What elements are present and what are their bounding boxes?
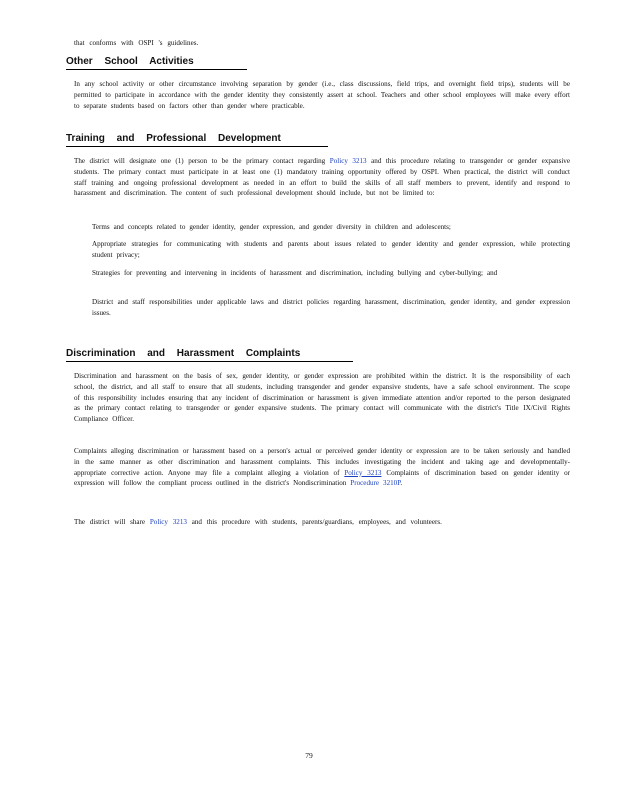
- policy-3213-link[interactable]: Policy 3213: [149, 518, 187, 526]
- training-text-rest: and this procedure relating to transgender or gender expansive students. The primary contact must participate in at least one (1) mandatory training opportunity offered by OSPI. When practical, the district will conduct staff training and ongoing professional development as needed in an effort to build the skills of all staff members to prevent, identify and respond to harassment and discrimination. The content of such professional development should include, but not be limited to:: [74, 157, 570, 198]
- activities-paragraph: In any school activity or other circumstance involving separation by gender (i.e., class discussions, field trips, and overnight field trips), students will be permitted to participate in accordance with the gender identity they consistently assert at school. Teachers and other school employees will make every effort to separate students based on factors other than gender where practicable.: [74, 80, 570, 110]
- list-item: [74, 239, 570, 263]
- complaints-text-middle: Complaints of discrimination based on gender identity or expression will follow the compliant process outlined in the district's Nondiscrimination: [74, 468, 570, 488]
- bullet-text: District and staff responsibilities under applicable laws and district policies regarding harassment, discrimination, gender identity, and gender expression issues.: [92, 298, 570, 317]
- policy-3213-link[interactable]: Policy 3213: [329, 157, 367, 165]
- page-number: 79: [305, 751, 313, 760]
- heading-other-school-activities: Other School Activities: [66, 56, 247, 70]
- training-text-start: The district will designate one (1) person to be the primary contact regarding: [74, 157, 326, 165]
- intro-line: that conforms with OSPI 's guidelines.: [74, 39, 199, 47]
- share-text-rest: and this procedure with students, parents/guardians, employees, and volunteers.: [191, 518, 442, 526]
- complaints-text-start: Complaints alleging discrimination or harassment based on a person's actual or perceived gender identity or expression are to be taken seriously and handled in the same manner as other discrimination and harassment complaints. This includes investigating the incident and taking age and developmentally-appropriate corrective action. Anyone may file a complaint alleging a violation of: [74, 447, 570, 477]
- heading-discrimination-harassment-complaints: Discrimination and Harassment Complaints: [66, 348, 353, 362]
- heading-training-professional-development: Training and Professional Development: [66, 133, 328, 147]
- complaints-text-end: .: [400, 479, 403, 488]
- bullet-text: Appropriate strategies for communicating with students and parents about issues related to gender identity and gender expression, while protecting student privacy;: [92, 240, 570, 259]
- bullet-text: Strategies for preventing and intervening in incidents of harassment and discrimination, including bullying and cyber-bullying; and: [92, 269, 498, 277]
- procedure-3210p-link[interactable]: Procedure 3210P: [350, 479, 401, 488]
- list-item: [74, 268, 570, 292]
- training-paragraph: [74, 156, 570, 199]
- discrimination-paragraph-1: Discrimination and harassment on the basis of sex, gender identity, or gender expression are prohibited within the district. It is the responsibility of each school, the district, and all staff to ensure that all students, including transgender and gender expansive students, have a safe school environment. The scope of this responsibility includes ensuring that any incident of discrimination or harassment is given immediate attention and/or reported to the person designated as the primary contact relating to transgender or gender expansive students. The primary contact will communicate with the district's Title IX/Civil Rights Compliance Officer.: [74, 372, 570, 424]
- list-item: [74, 222, 570, 234]
- discrimination-paragraph-2: [74, 446, 570, 489]
- bullet-text: Terms and concepts related to gender identity, gender expression, and gender diversity in children and adolescents;: [92, 223, 451, 231]
- discrimination-paragraph-3: [74, 517, 442, 527]
- list-item: [74, 297, 570, 321]
- share-text-start: The district will share: [74, 518, 146, 526]
- policy-3213-link[interactable]: Policy 3213: [344, 468, 382, 477]
